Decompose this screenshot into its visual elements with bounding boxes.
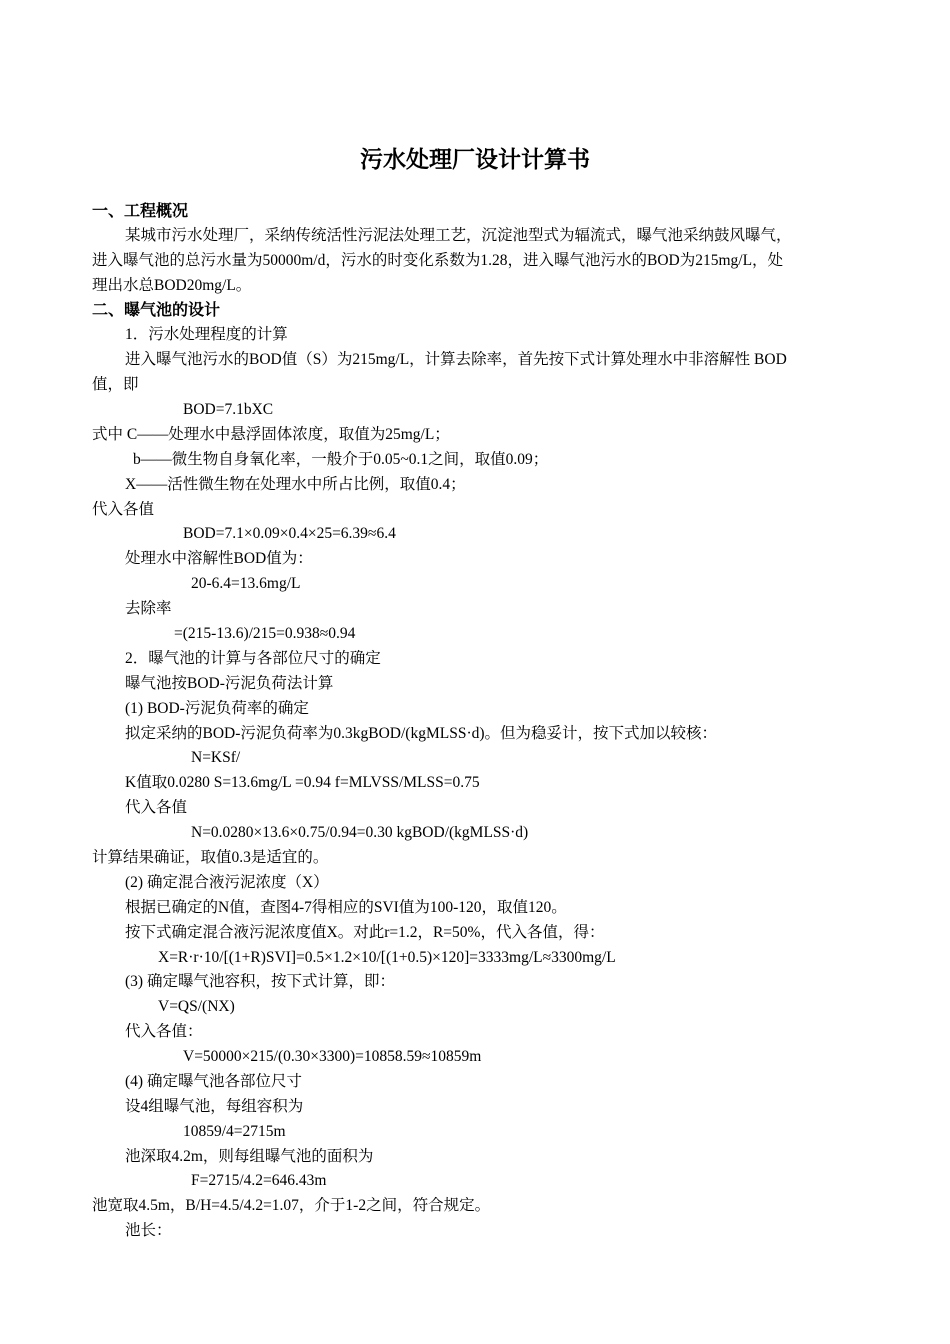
paragraph-line: 代入各值： [125, 1023, 203, 1040]
paragraph-line: 计算结果确证，取值0.3是适宜的。 [92, 849, 329, 866]
paragraph-line: 曝气池按BOD-污泥负荷法计算 [125, 675, 334, 692]
section-heading-aeration-tank: 二、曝气池的设计 [92, 300, 221, 319]
formula-line: F=2715/4.2=646.43m [191, 1172, 327, 1189]
formula-line: V=QS/(NX) [158, 998, 235, 1015]
paragraph-line: 处理水中溶解性BOD值为： [125, 550, 313, 567]
paragraph-line: (2) 确定混合液污泥浓度（X） [125, 874, 329, 891]
formula-line: X=R·r·10/[(1+R)SVI]=0.5×1.2×10/[(1+0.5)×120]=3333mg/L≈3300mg/L [158, 949, 616, 966]
paragraph-line: K值取0.0280 S=13.6mg/L =0.94 f=MLVSS/MLSS=0.75 [125, 774, 480, 791]
formula-line: =(215-13.6)/215=0.938≈0.94 [174, 625, 356, 642]
formula-line: BOD=7.1×0.09×0.4×25=6.39≈6.4 [183, 525, 396, 542]
paragraph-line: X——活性微生物在处理水中所占比例，取值0.4； [125, 476, 466, 493]
paragraph-line: 按下式确定混合液污泥浓度值X。对此r=1.2，R=50%，代入各值，得： [125, 924, 605, 941]
formula-line: 10859/4=2715m [183, 1123, 286, 1140]
paragraph-line: 进入曝气池污水的BOD值（S）为215mg/L，计算去除率，首先按下式计算处理水中非溶解性 BOD [125, 351, 787, 368]
paragraph-line: 代入各值 [92, 501, 155, 518]
paragraph-line: 池宽取4.5m，B/H=4.5/4.2=1.07，介于1-2之间，符合规定。 [92, 1197, 491, 1214]
paragraph-line: 去除率 [125, 600, 172, 617]
paragraph-line: (1) BOD-污泥负荷率的确定 [125, 700, 309, 717]
paragraph-line: 代入各值 [125, 799, 188, 816]
subsection-heading: 1．污水处理程度的计算 [125, 326, 288, 343]
paragraph-line: 拟定采纳的BOD-污泥负荷率为0.3kgBOD/(kgMLSS·d)。但为稳妥计，按下式加以较核： [125, 725, 718, 742]
paragraph-line: 某城市污水处理厂，采纳传统活性污泥法处理工艺，沉淀池型式为辐流式，曝气池采纳鼓风曝气， [125, 227, 792, 244]
formula-line: V=50000×215/(0.30×3300)=10858.59≈10859m [183, 1048, 482, 1065]
paragraph-line: (3) 确定曝气池容积，按下式计算，即： [125, 973, 395, 990]
formula-line: N=0.0280×13.6×0.75/0.94=0.30 kgBOD/(kgMLSS·d) [191, 824, 529, 841]
formula-line: 20-6.4=13.6mg/L [191, 575, 301, 592]
paragraph-line: 理出水总BOD20mg/L。 [92, 277, 252, 294]
document-title: 污水处理厂设计计算书 [360, 147, 590, 173]
paragraph-line: 池深取4.2m，则每组曝气池的面积为 [125, 1148, 374, 1165]
paragraph-line: 池长： [125, 1222, 172, 1239]
subsection-heading: 2．曝气池的计算与各部位尺寸的确定 [125, 650, 381, 667]
paragraph-line: 根据已确定的N值，查图4-7得相应的SVI值为100-120，取值120。 [125, 899, 567, 916]
paragraph-line: 式中 C——处理水中悬浮固体浓度，取值为25mg/L； [92, 426, 450, 443]
formula-line: N=KSf/ [191, 749, 241, 766]
paragraph-line: 设4组曝气池，每组容积为 [125, 1098, 304, 1115]
formula-line: BOD=7.1bXC [183, 401, 274, 418]
paragraph-line: 值，即 [92, 376, 139, 393]
paragraph-line: 进入曝气池的总污水量为50000m/d，污水的时变化系数为1.28，进入曝气池污水的BOD为215mg/L，处 [92, 252, 784, 269]
section-heading-overview: 一、工程概况 [92, 201, 189, 220]
paragraph-line: b——微生物自身氧化率，一般介于0.05~0.1之间，取值0.09； [133, 451, 549, 468]
paragraph-line: (4) 确定曝气池各部位尺寸 [125, 1073, 302, 1090]
